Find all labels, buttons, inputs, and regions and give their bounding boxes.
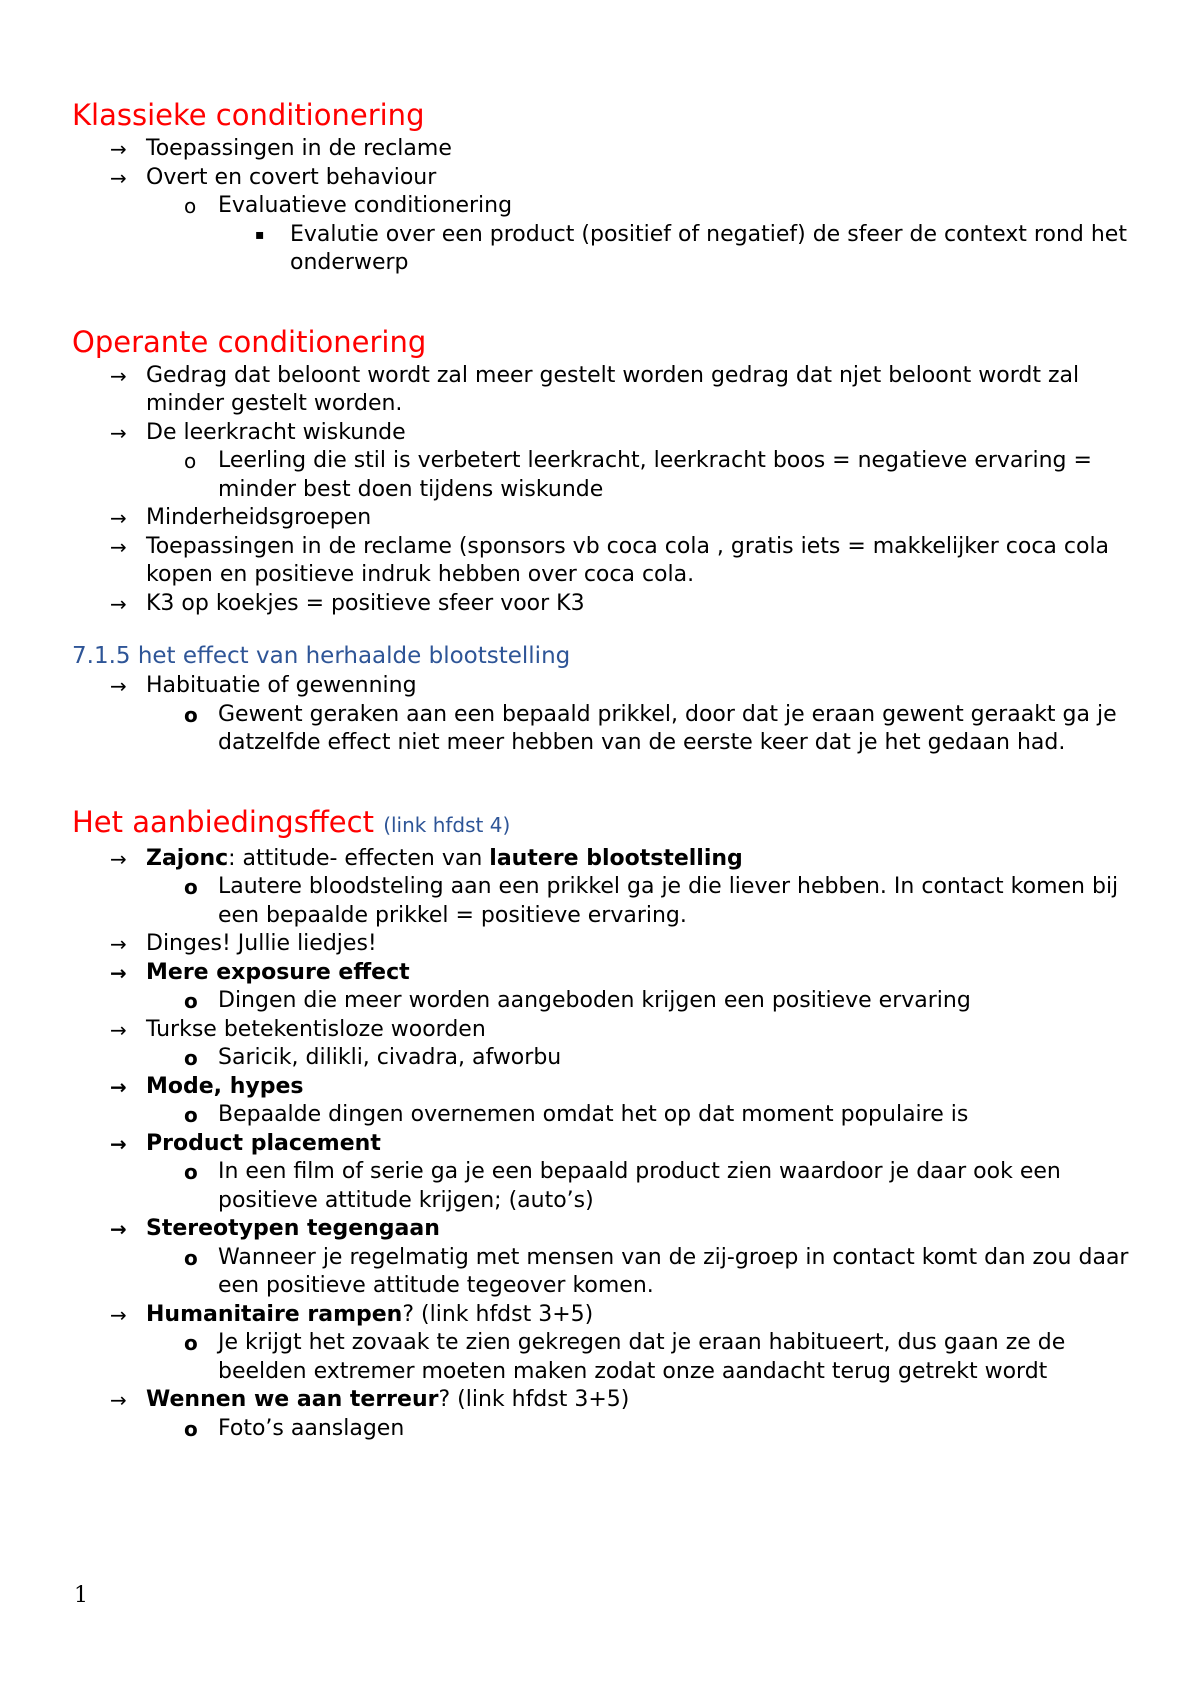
list-item: → Habituatie of gewenning <box>72 672 1142 701</box>
circle-bullet-icon: o <box>184 875 198 899</box>
list-item: o Saricik, dilikli, civadra, afworbu <box>72 1044 1142 1073</box>
list-item: o Wanneer je regelmatig met mensen van de zij-groep in contact komt dan zou daar een positieve attitude tegeover komen. <box>184 1244 1129 1298</box>
list-item: o Foto’s aanslagen <box>72 1415 1142 1444</box>
heading-operante-conditionering: Operante conditionering <box>72 324 427 359</box>
list-item: → Mode, hypes <box>72 1073 1142 1102</box>
list-item: → Mere exposure effect <box>72 959 1142 988</box>
document-body <box>72 95 1142 1443</box>
arrow-icon: → <box>110 534 127 559</box>
list-item: → Product placement <box>72 1130 1142 1159</box>
arrow-icon: → <box>110 165 127 190</box>
list-item: → Toepassingen in de reclame <box>72 135 1142 164</box>
list-item: o Lautere bloodsteling aan een prikkel ga je die liever hebben. In contact komen bij een bepaalde prikkel = positieve ervaring. <box>184 874 1119 928</box>
list-item: → Minderheidsgroepen <box>72 504 1142 533</box>
circle-bullet-icon: o <box>184 1103 198 1127</box>
circle-bullet-icon: o <box>184 449 197 473</box>
list-item: → Stereotypen tegengaan <box>72 1215 1142 1244</box>
list-item: o Je krijgt het zovaak te zien gekregen dat je eraan habitueert, dus gaan ze de beelden extremer moeten maken zodat onze aandacht terug getrekt wordt <box>184 1330 1066 1384</box>
circle-bullet-icon: o <box>184 1046 198 1070</box>
list-item: o In een film of serie ga je een bepaald product zien waardoor je daar ook een positieve attitude krijgen; (auto’s) <box>184 1159 1061 1213</box>
circle-bullet-icon: o <box>184 194 197 218</box>
square-bullet-icon: ▪ <box>255 226 265 243</box>
arrow-icon: → <box>110 846 127 871</box>
arrow-icon: → <box>110 1131 127 1156</box>
arrow-icon: → <box>110 1074 127 1099</box>
arrow-icon: → <box>110 1302 127 1327</box>
arrow-icon: → <box>110 1017 127 1042</box>
list-item: → Gedrag dat beloont wordt zal meer gestelt worden gedrag dat njet beloont wordt zal minder gestelt worden. <box>110 362 1080 416</box>
arrow-icon: → <box>110 960 127 985</box>
arrow-icon: → <box>110 932 127 956</box>
circle-bullet-icon: o <box>184 1160 198 1184</box>
circle-bullet-icon: o <box>184 1245 198 1270</box>
list-item: → K3 op koekjes = positieve sfeer voor K3 <box>72 590 1142 619</box>
arrow-icon: → <box>110 363 127 388</box>
list-item: → Wennen we aan terreur? (link hfdst 3+5) <box>72 1386 1142 1415</box>
heading-herhaalde-blootstelling: 7.1.5 het effect van herhaalde blootstelling <box>72 643 571 669</box>
heading-aanbiedingseffect: Het aanbiedingsffect (link hfdst 4) <box>72 804 511 839</box>
list-item: → Turkse betekentisloze woorden <box>72 1016 1142 1045</box>
list-item: → Dinges! Jullie liedjes! <box>72 930 1142 959</box>
list-item: o Dingen die meer worden aangeboden krijgen een positieve ervaring <box>72 987 1142 1016</box>
circle-bullet-icon: o <box>184 989 198 1013</box>
list-item: o Bepaalde dingen overnemen omdat het op dat moment populaire is <box>72 1101 1142 1130</box>
heading-note: (link hfdst 4) <box>383 812 511 837</box>
list-item: ▪ Evalutie over een product (positief of negatief) de sfeer de context rond het onderwerp <box>255 221 1127 275</box>
list-item: → Zajonc: attitude- effecten van lautere blootstelling <box>72 845 1142 874</box>
page-number: 1 <box>74 1583 88 1608</box>
heading-klassieke-conditionering: Klassieke conditionering <box>72 98 425 132</box>
list-item: → Toepassingen in de reclame (sponsors vb coca cola , gratis iets = makkelijker coca cola kopen en positieve indruk hebben over coca cola. <box>110 533 1110 587</box>
arrow-icon: → <box>110 1388 127 1412</box>
arrow-icon: → <box>110 591 127 616</box>
arrow-icon: → <box>110 1217 127 1241</box>
list-item: → De leerkracht wiskunde <box>72 419 1142 448</box>
circle-bullet-icon: o <box>184 1331 198 1355</box>
arrow-icon: → <box>110 506 127 530</box>
list-item: o Gewent geraken aan een bepaald prikkel, door dat je eraan gewent geraakt ga je datzelfde effect niet meer hebben van de eerste keer dat je het gedaan had. <box>184 701 1117 755</box>
arrow-icon: → <box>110 674 127 698</box>
list-item: → Humanitaire rampen? (link hfdst 3+5) <box>72 1301 1142 1330</box>
circle-bullet-icon: o <box>184 1416 198 1441</box>
arrow-icon: → <box>110 137 127 161</box>
list-item: o Leerling die stil is verbetert leerkracht, leerkracht boos = negatieve ervaring = minder best doen tijdens wiskunde <box>184 448 1092 502</box>
list-item: → Overt en covert behaviour <box>72 164 1142 193</box>
arrow-icon: → <box>110 420 127 445</box>
circle-bullet-icon: o <box>184 702 198 727</box>
list-item: o Evaluatieve conditionering <box>72 192 1142 221</box>
